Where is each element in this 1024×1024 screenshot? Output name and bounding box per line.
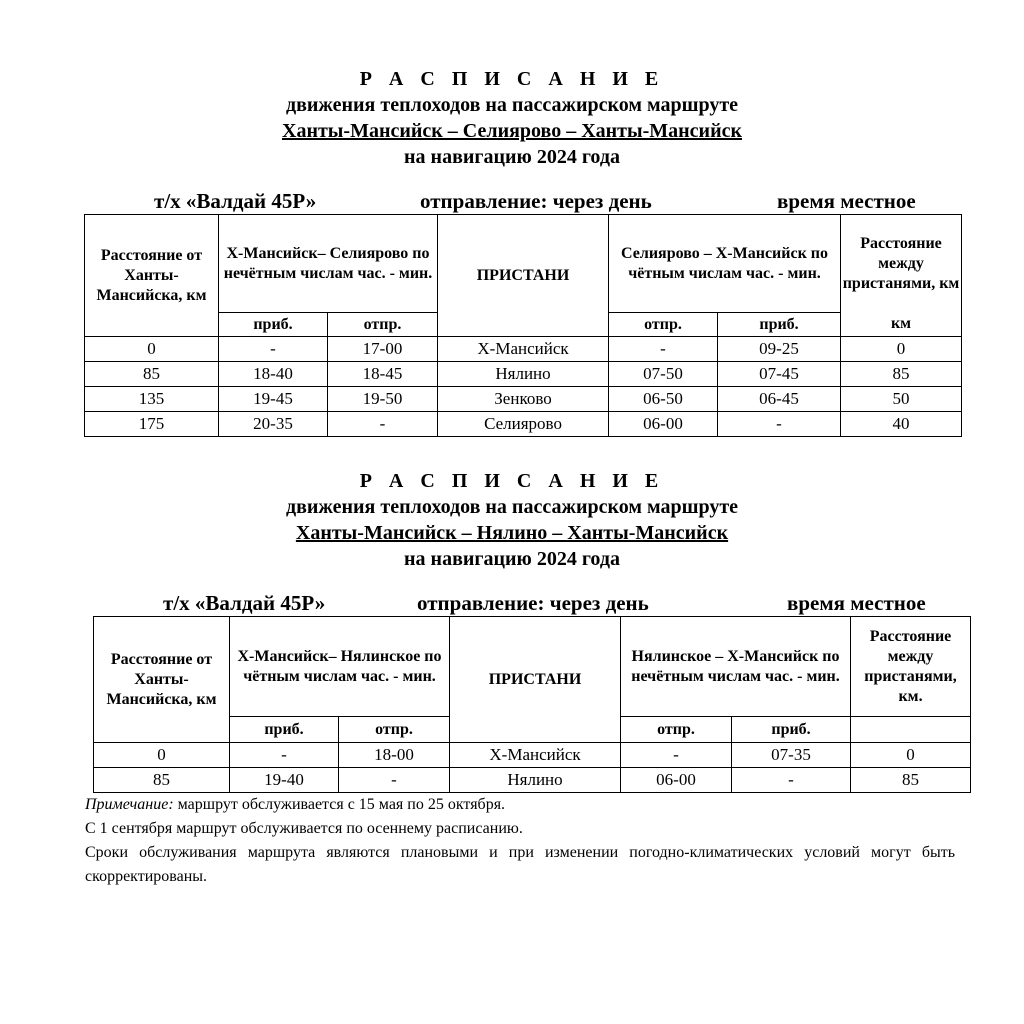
cell-distance: 0 [85, 337, 219, 362]
schedule-2-departure: отправление: через день [417, 591, 649, 615]
subheader-departure: отпр. [328, 313, 438, 337]
cell-pier: Нялино [450, 768, 621, 793]
table-row [85, 337, 962, 362]
table-row [85, 412, 962, 437]
schedule-1-title: Р А С П И С А Н И Е [359, 68, 665, 90]
schedule-1-departure: отправление: через день [420, 189, 652, 213]
cell-arrival: 20-35 [219, 412, 328, 437]
schedule-2-time-note: время местное [787, 591, 926, 615]
schedule-2-table [93, 616, 971, 793]
schedule-2-route: Ханты-Мансийск – Нялино – Ханты-Мансийск [295, 522, 729, 544]
cell-arrival: 19-40 [230, 768, 339, 793]
header-distance-from: Расстояние от Ханты-Мансийска, км [85, 215, 219, 337]
cell-arrival-back: - [732, 768, 851, 793]
note-line-2: С 1 сентября маршрут обслуживается по осеннему расписанию. [85, 820, 523, 837]
header-distance-between: Расстояние между пристанями, км [841, 215, 962, 313]
cell-distance: 0 [94, 743, 230, 768]
cell-arrival: 18-40 [219, 362, 328, 387]
cell-departure: - [328, 412, 438, 437]
note-line-3: Сроки обслуживания маршрута являются плановыми и при изменении погодно-климатических условий могут быть скорректированы. [85, 844, 955, 885]
cell-departure-back: 06-00 [621, 768, 732, 793]
schedule-2-header [0, 468, 1024, 572]
cell-distance: 135 [85, 387, 219, 412]
schedule-1-vessel: т/х «Валдай 45Р» [154, 189, 317, 213]
schedule-1-table [84, 214, 962, 437]
subheader-arrival: приб. [230, 717, 339, 743]
note-line-1: маршрут обслуживается с 15 мая по 25 октября. [173, 796, 506, 813]
schedule-1-time-note: время местное [777, 189, 916, 213]
cell-arrival-back: - [718, 412, 841, 437]
cell-departure-back: 06-50 [609, 387, 718, 412]
cell-pier: Х-Мансийск [438, 337, 609, 362]
cell-distance-between: 85 [851, 768, 971, 793]
cell-departure: 18-45 [328, 362, 438, 387]
cell-arrival-back: 09-25 [718, 337, 841, 362]
cell-arrival: - [219, 337, 328, 362]
cell-departure: 18-00 [339, 743, 450, 768]
cell-distance: 175 [85, 412, 219, 437]
cell-departure: 17-00 [328, 337, 438, 362]
header-back-direction: Нялинское – Х-Мансийск по нечётным числам час. - мин. [621, 617, 851, 717]
cell-distance: 85 [85, 362, 219, 387]
cell-departure-back: - [609, 337, 718, 362]
cell-departure-back: - [621, 743, 732, 768]
cell-pier: Селиярово [438, 412, 609, 437]
cell-distance-between: 85 [841, 362, 962, 387]
header-forward-direction: Х-Мансийск– Селиярово по нечётным числам час. - мин. [219, 215, 438, 313]
note-label: Примечание: [85, 796, 174, 813]
cell-departure-back: 06-00 [609, 412, 718, 437]
header-piers: ПРИСТАНИ [438, 215, 609, 337]
schedule-1-route: Ханты-Мансийск – Селиярово – Ханты-Мансийск [282, 120, 742, 142]
schedule-2-title: Р А С П И С А Н И Е [359, 470, 665, 492]
subheader-arrival-back: приб. [732, 717, 851, 743]
schedule-2-vessel: т/х «Валдай 45Р» [163, 591, 326, 615]
header-piers: ПРИСТАНИ [450, 617, 621, 743]
cell-arrival-back: 07-35 [732, 743, 851, 768]
schedule-2-season: на навигацию 2024 года [404, 548, 620, 570]
header-distance-from: Расстояние от Ханты-Мансийска, км [94, 617, 230, 743]
subheader-arrival: приб. [219, 313, 328, 337]
subheader-departure-back: отпр. [609, 313, 718, 337]
subheader-distance-unit: км [841, 313, 962, 337]
table-row [94, 768, 971, 793]
subheader-arrival-back: приб. [718, 313, 841, 337]
schedule-1-season: на навигацию 2024 года [404, 146, 620, 168]
cell-arrival-back: 06-45 [718, 387, 841, 412]
subheader-empty [851, 717, 971, 743]
cell-arrival: - [230, 743, 339, 768]
schedule-1-header [0, 66, 1024, 170]
cell-distance-between: 0 [841, 337, 962, 362]
table-row [85, 362, 962, 387]
cell-arrival-back: 07-45 [718, 362, 841, 387]
cell-departure-back: 07-50 [609, 362, 718, 387]
cell-pier: Зенково [438, 387, 609, 412]
cell-pier: Х-Мансийск [450, 743, 621, 768]
subheader-departure-back: отпр. [621, 717, 732, 743]
cell-distance-between: 0 [851, 743, 971, 768]
cell-arrival: 19-45 [219, 387, 328, 412]
cell-departure: 19-50 [328, 387, 438, 412]
table-row [94, 743, 971, 768]
cell-distance-between: 50 [841, 387, 962, 412]
cell-pier: Нялино [438, 362, 609, 387]
schedule-1-subtitle: движения теплоходов на пассажирском маршруте [285, 94, 739, 116]
table-row [85, 387, 962, 412]
cell-distance: 85 [94, 768, 230, 793]
subheader-departure: отпр. [339, 717, 450, 743]
note-block [85, 793, 955, 889]
header-distance-between: Расстояние между пристанями, км. [851, 617, 971, 717]
cell-distance-between: 40 [841, 412, 962, 437]
schedule-2-subtitle: движения теплоходов на пассажирском маршруте [285, 496, 739, 518]
cell-departure: - [339, 768, 450, 793]
header-back-direction: Селиярово – Х-Мансийск по чётным числам час. - мин. [609, 215, 841, 313]
header-forward-direction: Х-Мансийск– Нялинское по чётным числам час. - мин. [230, 617, 450, 717]
